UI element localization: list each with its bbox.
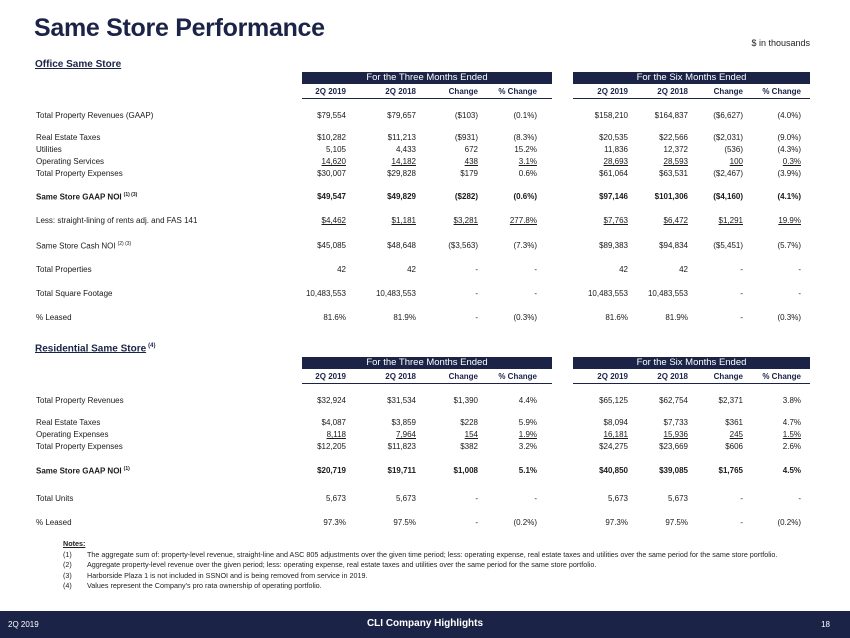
table-cell: 245 — [729, 430, 743, 439]
table-cell: ($2,031) — [713, 133, 743, 142]
table-cell: 0.3% — [782, 157, 801, 166]
table-cell: ($2,467) — [713, 169, 743, 178]
table-cell: $606 — [725, 442, 743, 451]
table-cell: $23,669 — [659, 442, 688, 451]
row-label — [36, 133, 100, 142]
table-cell: $40,850 — [599, 466, 628, 475]
table-cell: ($4,160) — [713, 192, 743, 201]
table-cell: 4.4% — [518, 396, 537, 405]
table-cell: $164,837 — [654, 111, 688, 120]
table-cell: (536) — [724, 145, 743, 154]
table-cell: 14,182 — [391, 157, 416, 166]
table-cell: 3.2% — [518, 442, 537, 451]
row-label-text: Same Store GAAP NOI — [36, 466, 122, 476]
table-cell: (5.7%) — [777, 241, 801, 250]
table-cell: ($5,451) — [713, 241, 743, 250]
column-header: 2Q 2019 — [597, 87, 628, 96]
table-cell: - — [798, 265, 801, 274]
table-cell: 8,118 — [326, 430, 346, 439]
row-label-text: % Leased — [36, 518, 72, 527]
six-months-header-band: For the Six Months Ended — [573, 72, 810, 84]
table-cell: $8,094 — [603, 418, 628, 427]
row-label — [36, 111, 153, 120]
row-label — [36, 169, 123, 178]
column-header: 2Q 2018 — [385, 372, 416, 381]
residential-section-title-text: Residential Same Store — [35, 343, 147, 355]
table-cell: 28,693 — [603, 157, 628, 166]
table-cell: 97.3% — [605, 518, 628, 527]
table-cell: 154 — [464, 430, 478, 439]
table-cell: - — [740, 265, 743, 274]
row-label-text: Real Estate Taxes — [36, 418, 101, 427]
table-cell: - — [475, 518, 478, 527]
table-cell: 10,483,553 — [375, 289, 416, 298]
table-cell: 10,483,553 — [647, 289, 688, 298]
table-cell: $20,719 — [317, 466, 346, 475]
residential-section-title — [35, 343, 156, 354]
table-cell: - — [740, 494, 743, 503]
table-cell: 1.9% — [518, 430, 537, 439]
page-number: 18 — [821, 620, 830, 629]
note-text: Aggregate property-level revenue over the given period; less: operating expense, real estate taxes and utilities over the same period for the same store portfolio. — [87, 560, 597, 570]
table-cell: 100 — [729, 157, 743, 166]
office-section-title-text: Office Same Store — [35, 59, 122, 70]
row-label-text: Same Store Cash NOI — [36, 241, 116, 251]
table-cell: (0.6%) — [513, 192, 537, 201]
table-cell: $62,754 — [659, 396, 688, 405]
table-cell: - — [798, 289, 801, 298]
table-cell: 5,673 — [607, 494, 628, 503]
note-number: (2) — [63, 560, 72, 570]
footer-title: CLI Company Highlights — [366, 618, 484, 629]
column-header: % Change — [498, 372, 537, 381]
row-label-text: Operating Services — [36, 157, 105, 166]
table-cell: - — [475, 265, 478, 274]
table-cell: $2,371 — [718, 396, 743, 405]
table-cell: 15.2% — [514, 145, 537, 154]
table-cell: $158,210 — [594, 111, 628, 120]
row-label — [36, 265, 92, 274]
table-cell: $7,733 — [663, 418, 688, 427]
table-cell: 42 — [407, 265, 416, 274]
table-cell: $49,829 — [387, 192, 416, 201]
table-cell: 97.5% — [665, 518, 688, 527]
table-cell: 42 — [337, 265, 346, 274]
table-cell: 5.9% — [518, 418, 537, 427]
note-number: (3) — [63, 570, 72, 580]
note-text: Harborside Plaza 1 is not included in SSNOI and is being removed from service in 2019. — [87, 570, 368, 580]
table-cell: - — [740, 313, 743, 322]
table-cell: 0.6% — [518, 169, 537, 178]
table-cell: $1,765 — [718, 466, 743, 475]
column-header: 2Q 2019 — [597, 372, 628, 381]
column-header: 2Q 2019 — [315, 87, 346, 96]
header-rule — [302, 383, 552, 384]
row-label — [36, 442, 123, 451]
row-label-text: Total Units — [36, 494, 74, 503]
table-cell: 4.5% — [782, 466, 801, 475]
units-note: $ in thousands — [751, 38, 810, 48]
table-cell: ($3,563) — [448, 241, 478, 250]
table-cell: 1.5% — [782, 430, 801, 439]
row-label-text: Total Property Revenues (GAAP) — [36, 111, 154, 120]
note-text: The aggregate sum of: property-level revenue, straight-line and ASC 805 adjustments over the given time period; less: operating expense, real estate taxes and utilities over the same period for the same store portfolio. — [87, 550, 778, 559]
note-text: Values represent the Company’s pro rata ownership of operating portfolio. — [87, 581, 322, 591]
table-cell: 10,483,553 — [305, 289, 346, 298]
table-cell: 4,433 — [395, 145, 416, 154]
row-label-text: Total Properties — [36, 265, 92, 274]
column-header: % Change — [498, 87, 537, 96]
table-cell: - — [475, 313, 478, 322]
six-months-header-band: For the Six Months Ended — [573, 357, 810, 369]
note-item — [63, 560, 803, 570]
table-cell: (4.0%) — [777, 111, 801, 120]
table-cell: (9.0%) — [777, 133, 801, 142]
note-item — [63, 571, 803, 581]
table-cell: $11,213 — [387, 133, 416, 142]
table-cell: 14,620 — [321, 157, 346, 166]
table-cell: $63,531 — [659, 169, 688, 178]
header-rule — [573, 383, 810, 384]
table-cell: (0.2%) — [513, 518, 537, 527]
table-cell: 81.6% — [323, 313, 346, 322]
table-cell: 5.1% — [518, 466, 537, 475]
row-label — [36, 396, 124, 405]
row-label-text: Total Square Footage — [36, 289, 113, 298]
row-label-text: Total Property Expenses — [36, 169, 123, 178]
table-cell: $1,181 — [391, 216, 416, 225]
table-cell: $3,859 — [391, 418, 416, 427]
table-cell: $24,275 — [599, 442, 628, 451]
table-cell: $101,306 — [654, 192, 688, 201]
table-cell: $45,085 — [317, 241, 346, 250]
three-months-header-band: For the Three Months Ended — [302, 357, 552, 369]
row-label — [36, 418, 100, 427]
column-header: 2Q 2019 — [315, 372, 346, 381]
row-label — [36, 241, 131, 251]
table-cell: $179 — [460, 169, 478, 178]
table-cell: 4.7% — [782, 418, 801, 427]
header-rule — [573, 98, 810, 99]
row-label — [36, 494, 73, 503]
table-cell: $39,085 — [659, 466, 688, 475]
note-item — [63, 581, 803, 591]
table-cell: 97.3% — [323, 518, 346, 527]
header-rule — [302, 98, 552, 99]
table-cell: 672 — [464, 145, 478, 154]
table-cell: $20,535 — [599, 133, 628, 142]
column-header: Change — [448, 372, 478, 381]
footer-bar — [0, 611, 850, 638]
row-label-text: Total Property Revenues — [36, 396, 124, 405]
table-cell: 5,673 — [325, 494, 346, 503]
table-cell: ($6,627) — [713, 111, 743, 120]
row-label-text: Less: straight-lining of rents adj. and FAS 141 — [36, 216, 198, 225]
table-cell: $1,390 — [453, 396, 478, 405]
table-cell: (4.1%) — [777, 192, 801, 201]
table-cell: 3.1% — [518, 157, 537, 166]
table-cell: 11,836 — [604, 145, 628, 154]
row-label — [36, 145, 62, 154]
table-cell: 3.8% — [782, 396, 801, 405]
table-cell: 81.9% — [393, 313, 416, 322]
table-cell: $30,007 — [317, 169, 346, 178]
table-cell: (8.3%) — [513, 133, 537, 142]
three-months-header-band: For the Three Months Ended — [302, 72, 552, 84]
row-label — [36, 313, 72, 322]
row-label — [36, 216, 197, 225]
table-cell: $4,087 — [321, 418, 346, 427]
table-cell: 81.9% — [665, 313, 688, 322]
table-cell: 15,936 — [663, 430, 688, 439]
table-cell: 42 — [619, 265, 628, 274]
table-cell: - — [740, 518, 743, 527]
table-cell: $382 — [460, 442, 478, 451]
table-cell: 12,372 — [663, 145, 688, 154]
table-cell: $97,146 — [599, 192, 628, 201]
row-footnote-marker: (2) (3) — [117, 241, 132, 247]
row-label-text: Operating Expenses — [36, 430, 109, 439]
table-cell: $3,281 — [453, 216, 478, 225]
row-label-text: Same Store GAAP NOI — [36, 192, 122, 202]
table-cell: $79,554 — [317, 111, 346, 120]
table-cell: $19,711 — [387, 466, 416, 475]
row-label — [36, 157, 104, 166]
table-cell: 10,483,553 — [587, 289, 628, 298]
table-cell: $49,547 — [317, 192, 346, 201]
column-header: Change — [713, 87, 743, 96]
row-footnote-marker: (1) — [123, 466, 130, 472]
table-cell: $89,383 — [599, 241, 628, 250]
table-cell: - — [475, 494, 478, 503]
row-label — [36, 289, 113, 298]
column-header: 2Q 2018 — [385, 87, 416, 96]
row-footnote-marker: (1) (3) — [123, 192, 138, 198]
table-cell: $22,566 — [659, 133, 688, 142]
column-header: 2Q 2018 — [657, 87, 688, 96]
row-label — [36, 466, 130, 476]
table-cell: 16,181 — [603, 430, 628, 439]
table-cell: 42 — [679, 265, 688, 274]
table-cell: (7.3%) — [513, 241, 537, 250]
column-header: 2Q 2018 — [657, 372, 688, 381]
table-cell: $65,125 — [599, 396, 628, 405]
note-number: (1) — [63, 550, 72, 559]
table-cell: 438 — [464, 157, 478, 166]
table-cell: 5,673 — [395, 494, 416, 503]
table-cell: $12,205 — [317, 442, 346, 451]
page-title: Same Store Performance — [34, 14, 325, 42]
table-cell: 7,964 — [395, 430, 416, 439]
footer-period: 2Q 2019 — [8, 620, 39, 629]
table-cell: 28,593 — [663, 157, 688, 166]
table-cell: $94,834 — [659, 241, 688, 250]
row-label-text: Real Estate Taxes — [36, 133, 101, 142]
row-label-text: Total Property Expenses — [36, 442, 123, 451]
notes-title: Notes: — [63, 539, 86, 548]
table-cell: - — [798, 494, 801, 503]
row-label — [36, 192, 137, 202]
table-cell: - — [534, 289, 537, 298]
table-cell: $31,534 — [387, 396, 416, 405]
table-cell: ($931) — [454, 133, 478, 142]
table-cell: 5,105 — [325, 145, 346, 154]
table-cell: ($282) — [454, 192, 478, 201]
table-cell: 5,673 — [667, 494, 688, 503]
column-header: % Change — [762, 372, 801, 381]
table-cell: - — [534, 494, 537, 503]
row-label — [36, 430, 109, 439]
table-cell: 81.6% — [605, 313, 628, 322]
table-cell: - — [534, 265, 537, 274]
table-cell: $228 — [460, 418, 478, 427]
table-cell: (3.9%) — [777, 169, 801, 178]
table-cell: $32,924 — [317, 396, 346, 405]
table-cell: $1,008 — [453, 466, 478, 475]
residential-section-footnote: (4) — [148, 343, 156, 349]
table-cell: (0.1%) — [513, 111, 537, 120]
table-cell: $361 — [725, 418, 743, 427]
table-cell: $79,657 — [387, 111, 416, 120]
table-cell: $11,823 — [387, 442, 416, 451]
table-cell: $1,291 — [718, 216, 743, 225]
table-cell: $29,828 — [387, 169, 416, 178]
table-cell: $6,472 — [663, 216, 688, 225]
table-cell: 277.8% — [509, 216, 537, 225]
note-number: (4) — [63, 581, 72, 591]
table-cell: - — [740, 289, 743, 298]
column-header: Change — [448, 87, 478, 96]
table-cell: (0.2%) — [777, 518, 801, 527]
row-label-text: % Leased — [36, 313, 72, 322]
office-section-title — [35, 59, 121, 70]
column-header: % Change — [762, 87, 801, 96]
table-cell: 97.5% — [393, 518, 416, 527]
table-cell: (4.3%) — [777, 145, 801, 154]
column-header: Change — [713, 372, 743, 381]
note-item — [63, 550, 803, 560]
table-cell: $10,282 — [317, 133, 346, 142]
table-cell: $48,648 — [387, 241, 416, 250]
table-cell: $4,462 — [321, 216, 346, 225]
table-cell: 19.9% — [778, 216, 801, 225]
table-cell: 2.6% — [782, 442, 801, 451]
table-cell: - — [475, 289, 478, 298]
table-cell: (0.3%) — [513, 313, 537, 322]
table-cell: (0.3%) — [777, 313, 801, 322]
table-cell: ($103) — [454, 111, 478, 120]
table-cell: $7,763 — [603, 216, 628, 225]
table-cell: $61,064 — [599, 169, 628, 178]
notes — [63, 539, 803, 592]
row-label — [36, 518, 72, 527]
row-label-text: Utilities — [36, 145, 62, 154]
